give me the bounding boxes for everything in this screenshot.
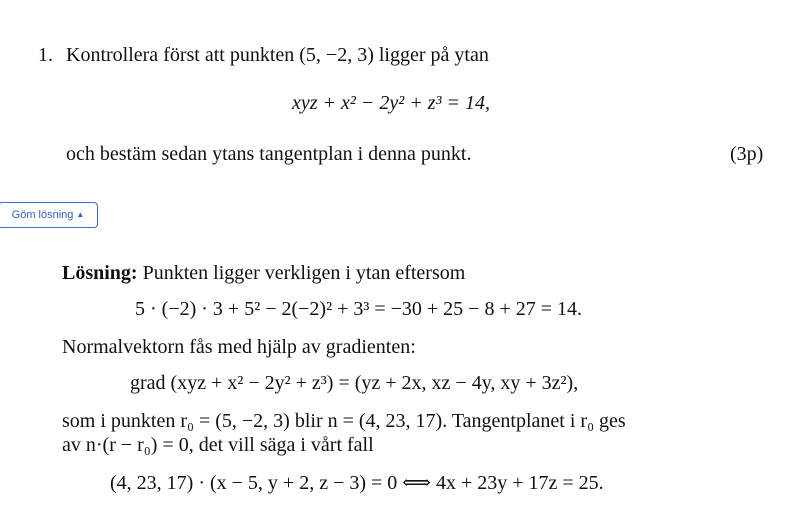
- solution-line3: som i punkten r₀ = (5, −2, 3) blir n = (4, 23, 17). Tangentplanet i r₀ ges: [62, 410, 626, 432]
- solution-intro-line: [62, 262, 465, 285]
- solution-line1: Punkten ligger verkligen i ytan eftersom: [142, 262, 466, 284]
- problem-points: (3p): [730, 143, 764, 165]
- chevron-up-icon: ▲: [76, 209, 85, 219]
- problem-number: 1.: [38, 44, 53, 66]
- solution-line2: Normalvektorn fås med hjälp av gradienten:: [62, 336, 416, 358]
- problem-continuation: och bestäm sedan ytans tangentplan i denna punkt.: [66, 143, 472, 165]
- solution-calculation: 5 · (−2) · 3 + 5² − 2(−2)² + 3³ = −30 + 25 − 8 + 27 = 14.: [135, 298, 583, 320]
- problem-equation: xyz + x² − 2y² + z³ = 14,: [292, 92, 491, 114]
- solution-gradient: grad (xyz + x² − 2y² + z³) = (yz + 2x, xz − 4y, xy + 3z²),: [130, 372, 579, 394]
- hide-solution-label: Göm lösning: [11, 209, 74, 221]
- solution-line4: av n·(r − r₀) = 0, det vill säga i vårt fall: [62, 434, 374, 456]
- solution-result: (4, 23, 17) · (x − 5, y + 2, z − 3) = 0 ⟺ 4x + 23y + 17z = 25.: [110, 472, 604, 494]
- solution-heading: Lösning:: [62, 262, 138, 284]
- problem-intro: Kontrollera först att punkten (5, −2, 3) ligger på ytan: [66, 44, 489, 66]
- hide-solution-button[interactable]: [0, 202, 98, 228]
